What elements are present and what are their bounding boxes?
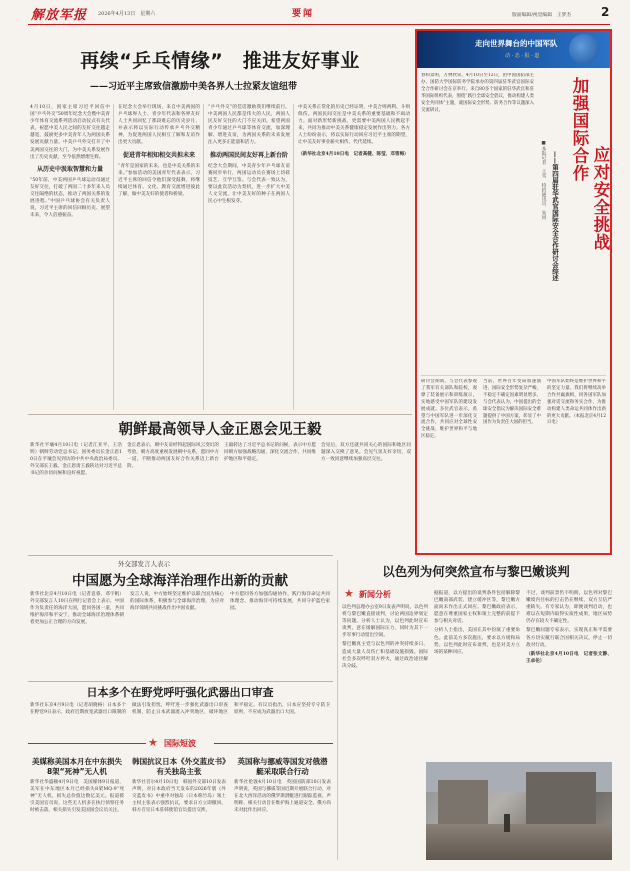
article-3-col-1: 新华社北京4月10日电（记者袁睿、邓宇帆）外交部发言人10日在例行记者会上表示，中国作为负责任的海洋大国，愿同各国一道，共同维护海洋和平安宁，推动全球海洋治理体系朝着更加公正合理的方向发展。 [30, 592, 124, 626]
article-2-col-4: 会见后，双方还就共同关心的国际和地区问题深入交换了意见。会见气氛友好亲切，双方一致同意继续加强高层交往。 [321, 443, 411, 463]
feature-banner [417, 31, 610, 68]
lead-subhead-1: 从历史中汲取智慧和力量 [36, 165, 103, 173]
lead-subhead-3: 推动两国民间友好再上新台阶 [209, 151, 288, 159]
section-name: 要闻 [292, 9, 315, 19]
banner-subtitle: 动 · 态 · 报 · 道 [505, 53, 540, 59]
brief-item-3 [234, 757, 331, 871]
lead-col-3 [208, 104, 290, 410]
article-4-title: 日本多个在野党呼吁强化武器出口审查 [86, 686, 274, 699]
news-photo [426, 762, 612, 860]
feature-body-c: 当前，世界百年变局加速演进，国际安全形势复杂严峻，不稳定不确定因素明显增多。与会代表认为，中国提出的全球安全倡议为解决国际安全难题提供了中国方案，彰显了中国作为负责任大国的担当。 [483, 379, 541, 426]
brief-item-2-body: 新华社首尔4月10日电 韩国外交部10日发表声明，对日本政府当天发布的2026年版《外交蓝皮书》中重申对独岛（日本称竹岛）领土主权主张表示强烈抗议，要求日方立即撤回。韩方召见日本驻韩使馆官员提出交涉。 [132, 780, 226, 814]
feature-body-a: 春和景明，万物欣荣。4月10日至12日，由中国国防部主办、国防大学国际防务学院承办的第四届驻华武官国际安全合作研讨会在京举行。来自80多个国家的驻华武官和驻华国际组织代表，围绕“践行全球安全倡议，推动构建人类安全共同体”主题，就国际安全形势、防务合作等议题深入交流研讨。 [421, 73, 534, 113]
article-5-col-1b-text: 黎巴嫩真主党与以色列的冲突持续多日，造成大量人员伤亡和基础设施损毁。国际社会多次呼吁双方停火，通过政治途径解决分歧。 [342, 642, 428, 669]
lead-col-1-text: 4月10日，国家主席习近平回信中国“乒乓外交”50周年纪念大会暨中美青少年体育交流系列活动启动仪式有关代表，祝愿中美人民之间的友好交往越走越宽，鼓励更多中美青年人为两国关系发展贡献力量。中美乒乓外交打开了中美两国交往的大门，为中美关系发展作出了历史贡献，至今依然熠熠生辉。 [30, 105, 110, 160]
article-3-kicker: 外交部发言人表示 [118, 560, 170, 568]
article-2-col-3: 王毅转达了习近平总书记的问候，表示中方愿同朝方加强战略沟通，深化交流合作，共同维护地区和平稳定。 [224, 443, 316, 463]
banner-title: 走向世界舞台的中国军队 [475, 39, 558, 48]
lead-title: 再续“乒乓情缘” 推进友好事业 [80, 50, 360, 72]
article-5-col-3 [526, 590, 612, 752]
brief-item-2-title: 韩国抗议日本《外交蓝皮书》有关独岛主张 [132, 757, 226, 776]
brief-item-3-title: 英国称与挪威等国发对俄潜艇采取联合行动 [237, 757, 328, 776]
article-3-col-3: 中方愿同各方加强沟通协作，践行海洋命运共同体理念，推动海洋可持续发展，共同守护蓝色家园。 [230, 592, 330, 612]
page-number: 2 [601, 5, 610, 19]
brief-item-1 [30, 757, 124, 871]
article-5-col-3-text: 不过，谈判前景仍不明朗。以色列对黎巴嫩境内目标的打击仍在继续，双方互信严重缺失。有专家认为，即便谈判启动，也难以在短期内取得实质性成果，地区局势仍存在较大不确定性。 [526, 591, 612, 625]
lead-col-4 [298, 104, 410, 410]
lead-col-2-text: 在纪念大会举行现场，来自中美两国的乒乓球界人士、青少年代表和各界友好人士共同回忆了那段难忘的历史岁月，并表示将以实际行动传承乒乓外交精神，为促进两国人民相互了解和友谊作出更大贡献。 [118, 105, 200, 146]
star-icon: ★ [148, 736, 158, 749]
brief-label: 国际短波 [164, 739, 196, 748]
lead-col-3b-text: 纪念大会期间，中美青少年乒乓球友谊赛同步举行，两国运动员在赛场上切磋技艺、互学互鉴。与会代表一致认为，要以此次活动为契机，进一步扩大中美人文交流，让中美友好的种子在两国人民心中生根发芽。 [208, 163, 290, 205]
newspaper-logo: 解放军报 [31, 8, 88, 23]
lead-credit: （新华社北京4月10日电 记者高健、陈莹、邓雪梅） [298, 151, 409, 157]
article-5-col-1 [342, 604, 428, 842]
article-5-col-3b-text: 黎巴嫩问题专家表示，实现真正和平需要各方切实履行联合国相关决议，停止一切敌对行动。 [526, 628, 612, 648]
article-5-credit: （新华社北京4月10日电 记者张文静、王卓伦） [526, 651, 612, 664]
lead-col-4-text: 中美关系正常化的历史已经证明，中美合则两利、斗则俱伤。两国民间交往是中美关系的重要基础和不竭动力。面对新形势新挑战，更需要中美两国人民携起手来，共同为推动中美关系健康稳定发展作出努力。各方人士纷纷表示，将以实际行动回应习近平主席的期望，让中美友好事业薪火相传、代代延续。 [298, 105, 410, 146]
masthead-rule [28, 24, 610, 25]
article-5-col-1-text: 以色列总理办公室9日发表声明说，以色列将与黎巴嫩直接谈判，讨论两国边界划定等问题。分析人士认为，以色列此时宣布谈判，意在缓解国际压力，同时为其下一步军事行动留出空间。 [342, 605, 428, 639]
lead-col-1b-text: “50年前，中美两国乒乓球运动员通过友好交往，打破了两国二十多年来人员交往隔绝的状态，推动了两国关系的发展进程。”中国乒乓球协会有关负责人说，习近平主席的回信回顾历史、展望未来，令人倍感振奋。 [30, 177, 110, 219]
feature-body-d [547, 379, 606, 547]
star-icon: ★ [344, 587, 354, 600]
article-2-title: 朝鲜最高领导人金正恩会见王毅 [118, 422, 322, 438]
feature-body-d-text: 中国军队始终是维护世界和平的坚定力量。我们将继续高举合作共赢旗帜，同各国军队加强对话交流和务实合作，为推动构建人类命运共同体作出新的更大贡献。（本报北京4月12日电） [547, 379, 606, 426]
article-5-col-2-text: 据报道，以方提出的谈判条件包括解除黎巴嫩南部武装、建立缓冲区等，黎巴嫩方面尚未作出正式回应。黎巴嫩政府表示，愿意在尊重国家主权和领土完整的前提下参与相关对话。 [434, 591, 520, 625]
lead-subtitle: ——习近平主席致信激励中美各界人士拉紧友谊纽带 [90, 82, 298, 92]
article-5-title: 以色列为何突然宣布与黎巴嫩谈判 [382, 564, 570, 579]
brief-header [28, 735, 333, 753]
lead-col-2 [118, 104, 200, 410]
lead-col-1 [30, 104, 110, 410]
lead-subhead-2: 促进青年相知相交共担未来 [122, 151, 195, 159]
analysis-label: 新闻分析 [359, 590, 391, 599]
feature-box [415, 29, 612, 555]
lead-col-2b-text: “青年是国家的未来，也是中美关系的未来。”参加活动的美国青年代表表示，习近平主席的回信令他们深受鼓舞，将继续通过体育、文化、教育交流增进彼此了解，做中美友好的使者和桥梁。 [118, 163, 200, 197]
feature-headline-2: 应对安全挑战 [591, 146, 610, 251]
feature-byline: ■本报记者 王雪 特约通讯员 朱同 [541, 141, 546, 220]
feature-body-b [421, 379, 477, 547]
brief-item-2 [132, 757, 226, 871]
article-5-col-2b-text: 分析人士指出，美国在其中扮演了重要角色。此前美方多次施压，要求以方缓和局势。以色列此时宣布谈判，也是对美方立场的某种回应。 [434, 628, 520, 655]
feature-body-b-text: 研讨会期间，与会代表参观了我军有关部队和院校，观摩了装备展示和训练演示，实地感受中国军队的建设发展成就。多位武官表示，希望与中国军队进一步深化交流合作，共同应对全球性安全挑战，维护世界和平与地区稳定。 [421, 379, 477, 440]
masthead [0, 0, 630, 26]
feature-headline-1: 加强国际合作 [570, 77, 589, 182]
brief-item-1-body: 新华社华盛顿4月9日电 美国媒体9日报道，美军在中东地区本月已经损失8架MQ-9“死神”无人机，损失总价值达数亿美元。报道援引美国官员说，这些无人机多在执行侦察任务时被击落，相关损失引发美国国会议员关注。 [30, 780, 124, 814]
brief-item-1-title: 美媒称美国本月在中东损失8架“死神”无人机 [32, 757, 122, 776]
article-4-body: 新华社东京4月9日电（记者胡晓格）日本多个在野党9日表示，政府近期放宽武器出口限制的做法引发担忧，呼吁进一步强化武器出口审查机制，防止日本武器流入冲突地区，破坏地区和平稳定。有议员指出，日本应坚持专守防卫原则，不应成为武器出口大国。 [30, 703, 330, 716]
photo-building [526, 772, 596, 827]
article-3-col-2: 发言人说，中方始终坚定维护以联合国为核心的国际体系，积极参与全球海洋治理，为应对海洋领域共同挑战作出中国贡献。 [130, 592, 224, 612]
article-2-col-1: 新华社平壤4月10日电（记者江亚平、王浩明）朝鲜劳动党总书记、国务委员长金正恩10日在平壤会见到访的中共中央政治局委员、外交部长王毅。金正恩请王毅转达对习近平总书记的亲切问候和良好祝愿。 [30, 443, 122, 477]
article-3-title: 中国愿为全球海洋治理作出新的贡献 [72, 573, 288, 589]
feature-deck: ——第四届驻华武官国际安全合作研讨会综述 [551, 151, 559, 281]
brief-item-3-body: 新华社伦敦4月10日电 英国国防部10日发表声明说，英国与挪威等国近期开展联合行动，对在北大西洋活动的俄罗斯潜艇进行跟踪监视。声明称，相关行动旨在维护海上通道安全。俄方尚未对此作出回应。 [234, 780, 331, 814]
photo-figure [504, 814, 510, 832]
brief-label-box [146, 736, 214, 751]
issue-date: 2026年4月13日 星期六 [98, 11, 156, 17]
analysis-label-box [342, 587, 432, 602]
photo-rubble [426, 824, 612, 860]
lead-col-3-text: “乒乓外交”的佳话激励我们继续前行。中美两国人民都是伟大的人民，两国人民友好交往的大门不应关闭。希望两国青少年通过乒乓球等体育交流，加深理解、增进友谊，为两国关系的未来发展注入更多正能量和活力。 [208, 105, 290, 146]
globe-icon [569, 34, 599, 64]
article-2-col-2: 金正恩表示，朝中友谊经得起国际风云变幻的考验，朝方高度重视发展朝中关系，愿同中方一道，不断推动两国友好合作关系迈上新台阶。 [127, 443, 219, 470]
page-editor: 版面编辑/视觉编辑 王梦杰 [512, 13, 572, 18]
